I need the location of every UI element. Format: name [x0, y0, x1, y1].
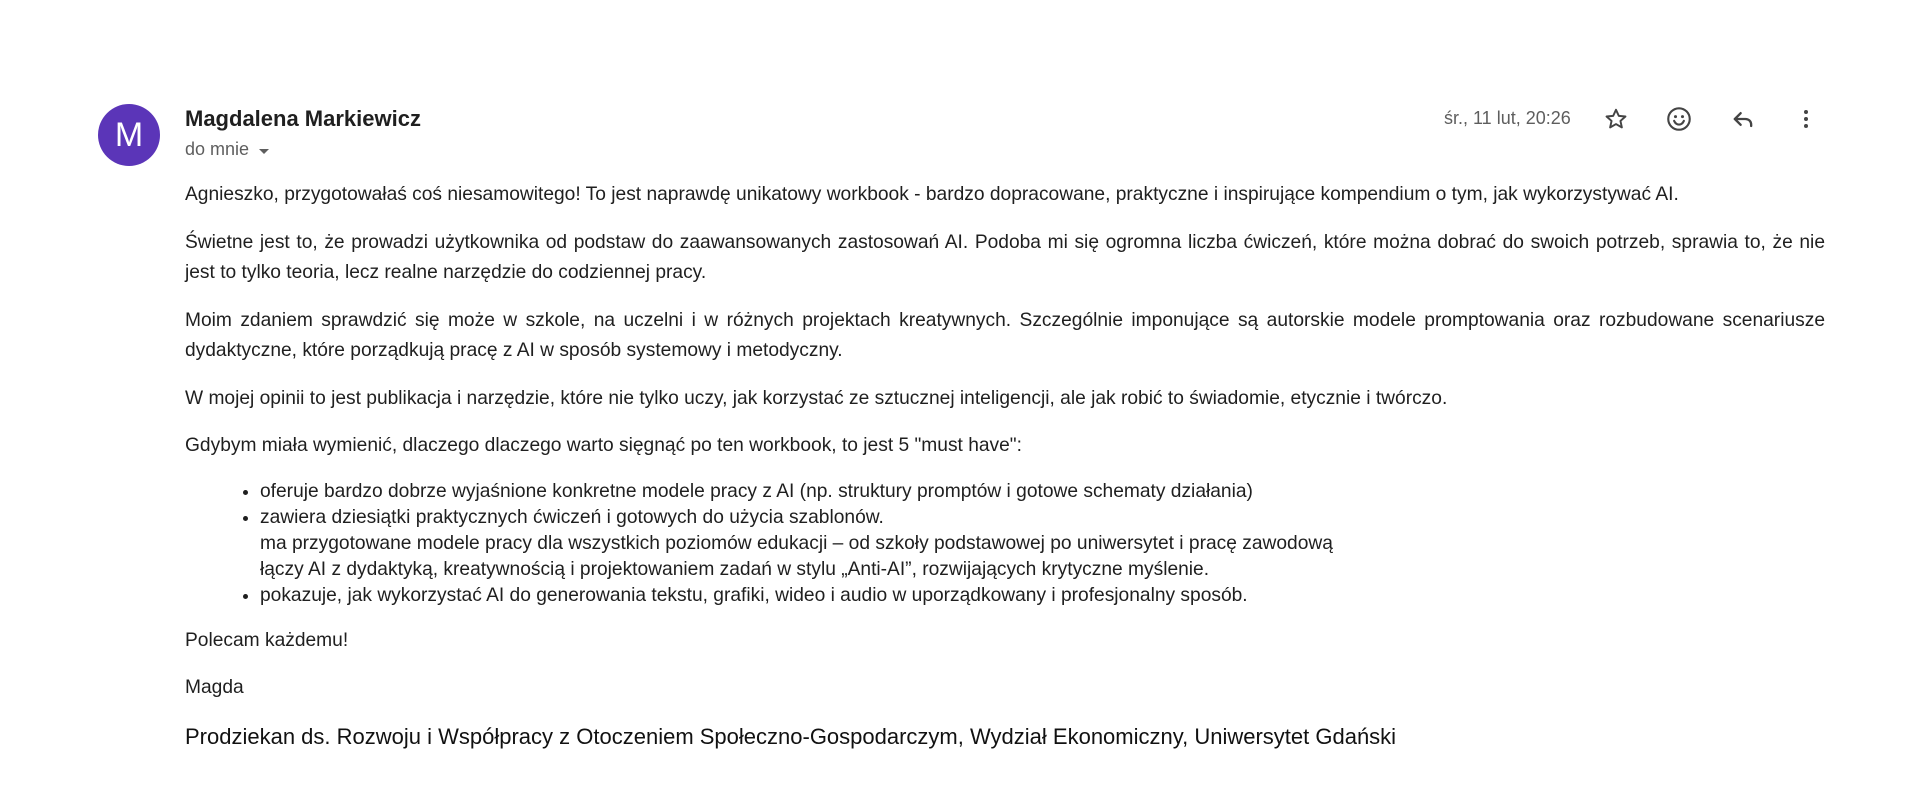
more-vert-icon — [1794, 107, 1818, 131]
message-body — [185, 180, 1825, 721]
must-have-list — [185, 479, 1825, 609]
list-item-line: • zawiera dziesiątki praktycznych ćwiczeń i gotowych do użycia szablonów. — [260, 506, 884, 528]
star-icon — [1603, 106, 1629, 132]
message-date: śr., 11 lut, 20:26 — [1444, 108, 1571, 128]
signoff-name: Magda — [185, 677, 244, 698]
closing-line: Polecam każdemu! — [185, 629, 349, 651]
body-paragraph: Agnieszko, przygotowałaś coś niesamowitego! To jest naprawdę unikatowy workbook - bardzo dopracowane, praktyczne i inspirujące kompendium o tym, jak wykorzystywać AI. — [185, 184, 1679, 205]
list-item-line: ma przygotowane modele pracy dla wszystkich poziomów edukacji – od szkoły podstawowej po uniwersytet i pracę zawodową — [260, 532, 1333, 554]
body-paragraph: Moim zdaniem sprawdzić się może w szkole, na uczelni i w różnych projektach kreatywnych. Szczególnie imponujące są autorskie modele promptowania oraz rozbudowane scenariusze dydaktyczne, które porządkują pracę z AI w sposób systemowy i metodyczny. — [185, 309, 1825, 361]
chevron-down-icon — [259, 149, 269, 154]
reply-button[interactable] — [1727, 103, 1759, 135]
list-item: • oferuje bardzo dobrze wyjaśnione konkretne modele pracy z AI (np. struktury promptów i gotowe schematy działania) — [260, 479, 1825, 505]
recipient-details-toggle[interactable] — [185, 139, 269, 160]
list-item: • pokazuje, jak wykorzystać AI do generowania tekstu, grafiki, wideo i audio w uporządkowany i profesjonalny sposób. — [260, 583, 1825, 609]
signature-title: Prodziekan ds. Rozwoju i Współpracy z Otoczeniem Społeczno-Gospodarczym, Wydział Ekonomiczny, Uniwersytet Gdański — [185, 724, 1397, 749]
add-reaction-button[interactable] — [1663, 103, 1695, 135]
list-item-line: łączy AI z dydaktyką, kreatywnością i projektowaniem zadań w stylu „Anti-AI”, rozwijających krytyczne myślenie. — [260, 558, 1210, 580]
emoji-icon — [1665, 105, 1693, 133]
recipient-label: do mnie — [185, 139, 250, 159]
body-paragraph: W mojej opinii to jest publikacja i narzędzie, które nie tylko uczy, jak korzystać ze sztucznej inteligencji, ale jak robić to świadomie, etycznie i twórczo. — [185, 387, 1448, 409]
sender-name[interactable]: Magdalena Markiewicz — [185, 106, 421, 131]
body-paragraph: Gdybym miała wymienić, dlaczego dlaczego warto sięgnąć po ten workbook, to jest 5 "must have": — [185, 435, 1022, 456]
list-item — [260, 505, 1825, 583]
sender-avatar[interactable]: M — [98, 104, 160, 166]
reply-icon — [1729, 105, 1757, 133]
more-options-button[interactable] — [1790, 103, 1822, 135]
body-paragraph: Świetne jest to, że prowadzi użytkownika od podstaw do zaawansowanych zastosowań AI. Podoba mi się ogromna liczba ćwiczeń, które można dobrać do swoich potrzeb, sprawia to, że nie jest to tylko teoria, lecz realne narzędzie do codziennej pracy. — [185, 231, 1825, 283]
star-button[interactable] — [1600, 103, 1632, 135]
